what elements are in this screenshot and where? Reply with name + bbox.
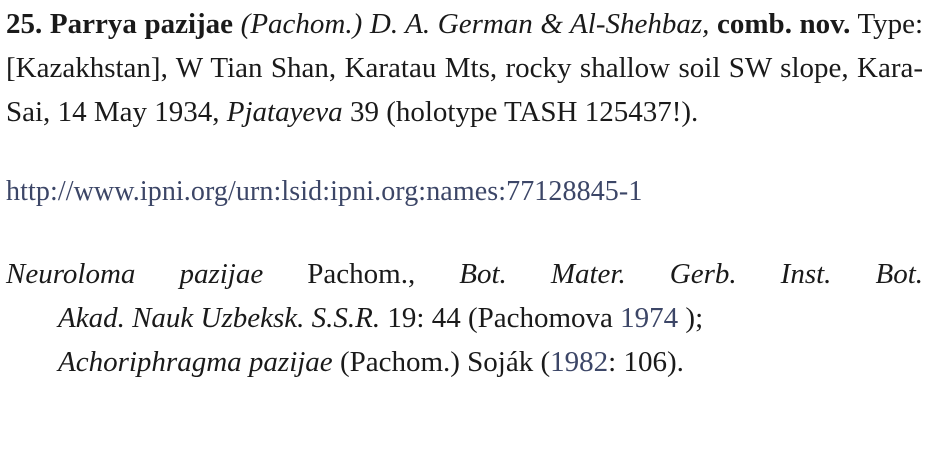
synonym-line-1 xyxy=(6,252,923,296)
type-habitat: rocky shallow soil SW slope, Kara-Sai, xyxy=(6,52,924,128)
ipni-lsid-link[interactable] xyxy=(6,134,923,212)
entry-number: 25. xyxy=(6,8,43,40)
synonym-year-1982[interactable]: 1982 xyxy=(550,346,609,378)
synonym-citation-1: 19: 44 (Pachomova xyxy=(387,302,613,334)
species-name: Parrya pazijae xyxy=(49,8,234,40)
synonym-author-2: (Pachom.) Soják ( xyxy=(339,346,551,378)
type-region: W Tian Shan, Karatau Mts, xyxy=(175,52,498,84)
synonymy-block xyxy=(6,212,923,384)
synonym-author-1: Pachom., xyxy=(307,258,416,290)
basionym-author: (Pachom.) xyxy=(240,8,363,40)
synonym-line-3 xyxy=(6,340,923,384)
combination-authors: D. A. German & Al-Shehbaz, xyxy=(369,8,710,40)
synonym-journal-part-2: Akad. Nauk Uzbeksk. S.S.R. xyxy=(58,302,381,334)
type-date: 14 May 1934, xyxy=(57,96,220,128)
synonym-citation-2-close: : 106). xyxy=(608,346,684,378)
collector-number: 39 xyxy=(349,96,379,128)
synonym-line-2 xyxy=(6,296,923,340)
type-specimen-status: (holotype TASH 125437!). xyxy=(386,96,699,128)
nomenclatural-status: comb. nov. xyxy=(717,8,851,40)
synonym-citation-1-close: ); xyxy=(685,302,704,334)
synonym-name-achoriphragma: Achoriphragma pazijae xyxy=(58,346,333,378)
type-label: Type: xyxy=(857,8,924,40)
synonym-name-neuroloma: Neuroloma pazijae xyxy=(6,258,264,290)
synonym-year-1974[interactable]: 1974 xyxy=(620,302,679,334)
type-country: [Kazakhstan], xyxy=(6,52,168,84)
synonym-journal-part-1: Bot. Mater. Gerb. Inst. Bot. xyxy=(459,258,924,290)
lsid-url-text: http://www.ipni.org/urn:lsid:ipni.org:names:77128845-1 xyxy=(6,176,643,207)
species-entry-paragraph xyxy=(6,0,923,134)
collector-name: Pjatayeva xyxy=(226,96,343,128)
